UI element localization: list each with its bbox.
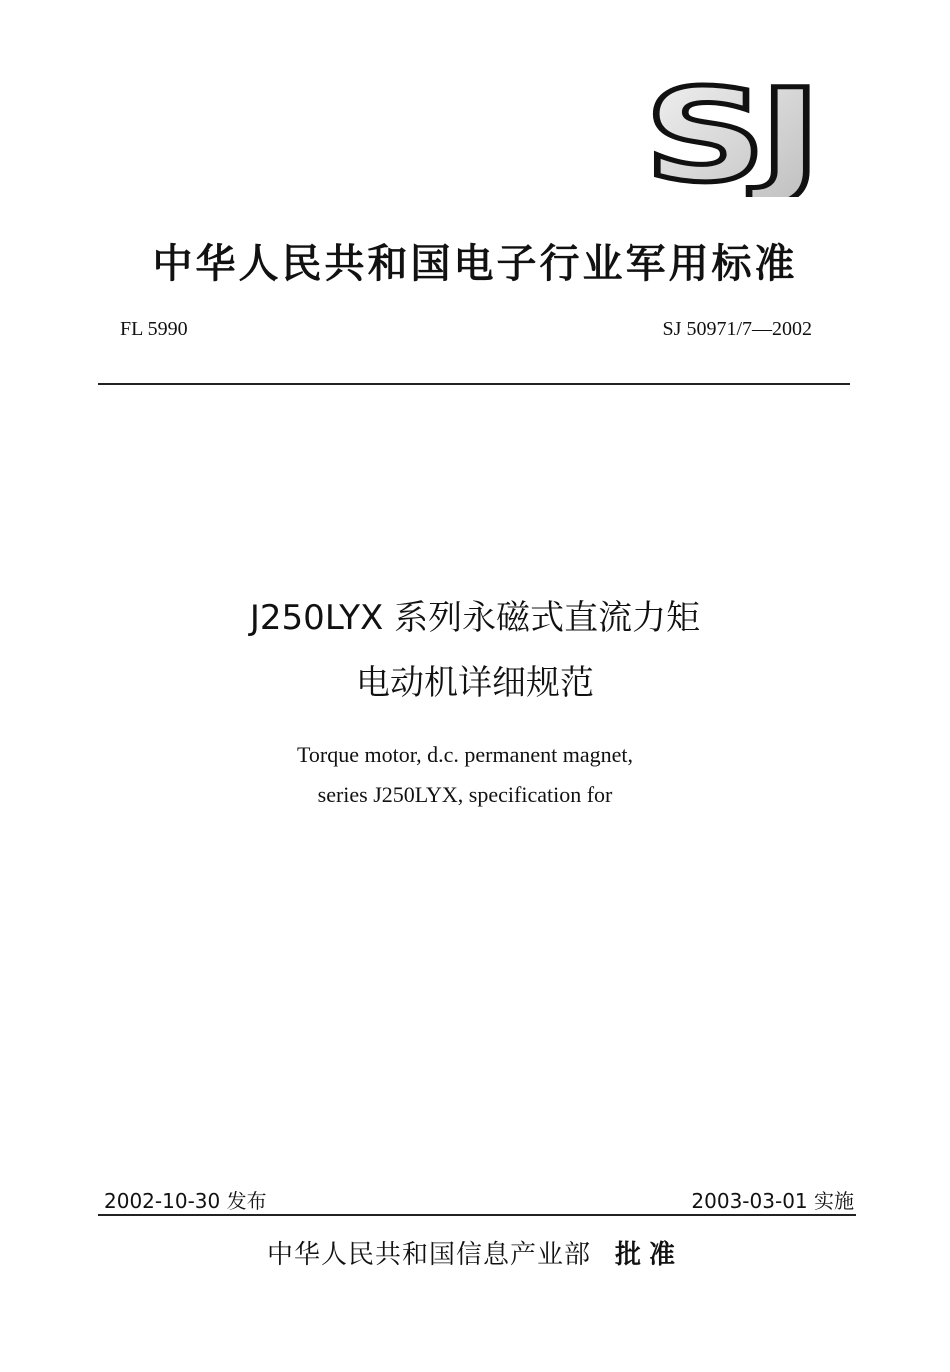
sj-logo-letters: SJ [644, 72, 814, 197]
standard-title: 中华人民共和国电子行业军用标准 [152, 240, 798, 287]
footer-divider [98, 1214, 856, 1216]
implementation-date: 2003-03-01 实施 [691, 1189, 854, 1213]
approve-label: 批准 [615, 1240, 684, 1270]
document-title-zh-line2: 电动机详细规范 [356, 663, 594, 703]
approver-name: 中华人民共和国信息产业部 [266, 1240, 591, 1270]
classification-code: FL 5990 [120, 318, 188, 340]
sj-logo-mark [640, 72, 820, 197]
document-title-en-line2: series J250LYX, specification for [317, 782, 613, 807]
document-title-zh-line1: J250LYX 系列永磁式直流力矩 [249, 598, 701, 638]
header-divider [98, 383, 850, 385]
standard-number: SJ 50971/7—2002 [662, 318, 812, 340]
sj-logo [640, 72, 820, 197]
issue-date: 2002-10-30 发布 [104, 1189, 267, 1213]
approving-authority [0, 1234, 950, 1271]
document-title-en-line1: Torque motor, d.c. permanent magnet, [296, 742, 634, 767]
